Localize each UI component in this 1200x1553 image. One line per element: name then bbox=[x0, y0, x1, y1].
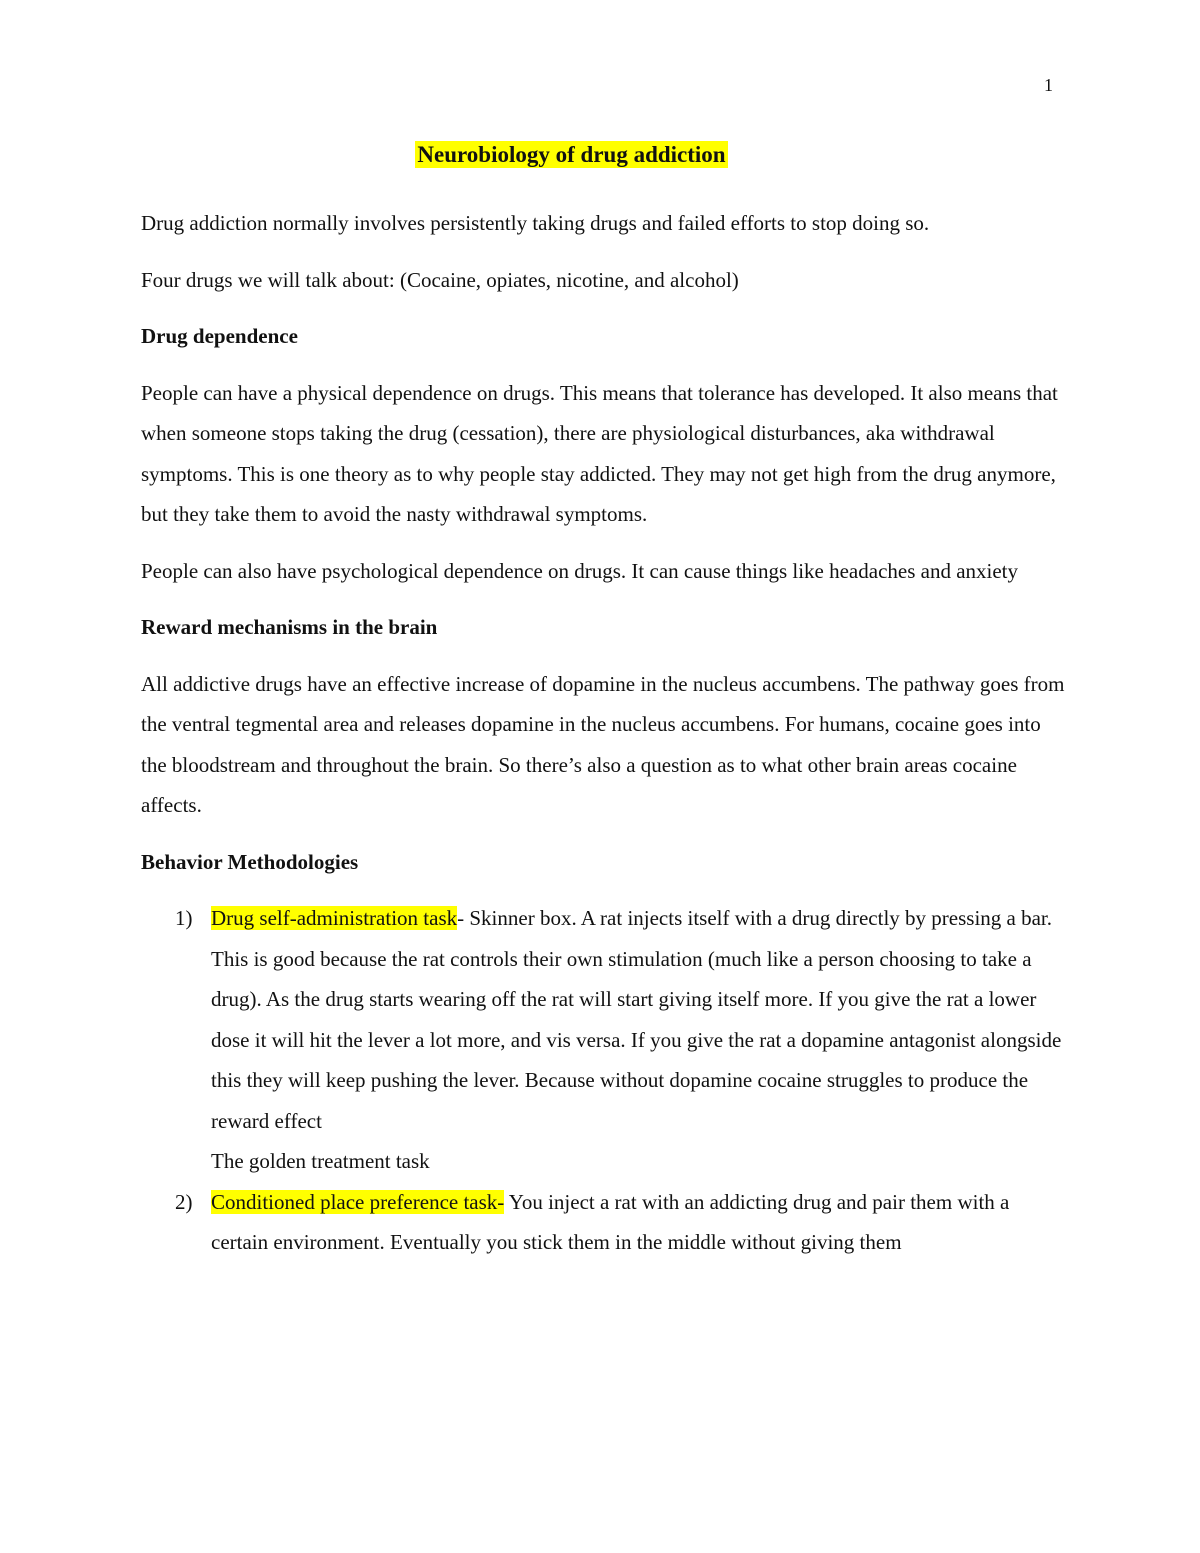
section-heading-reward: Reward mechanisms in the brain bbox=[141, 615, 438, 639]
list-item bbox=[141, 1182, 1066, 1263]
dependence-paragraph-2: People can also have psychological dependence on drugs. It can cause things like headaches and anxiety bbox=[141, 558, 1019, 583]
list-item-number: 2) bbox=[175, 1189, 193, 1214]
list-item-text: - Skinner box. A rat injects itself with a drug directly by pressing a bar. This is good because the rat controls their own stimulation (much like a person choosing to take a drug). As the drug starts wearing off the rat will start giving itself more. If you give the rat a lower dose it will hit the lever a lot more, and vis versa. If you give the rat a dopamine antagonist alongside this they will keep pushing the lever. Because without dopamine cocaine struggles to produce the reward effect bbox=[211, 906, 1062, 1133]
methods-list bbox=[141, 898, 1066, 1263]
list-item-note: The golden treatment task bbox=[211, 1149, 430, 1173]
list-item-number: 1) bbox=[175, 906, 193, 930]
intro-paragraph-2: Four drugs we will talk about: (Cocaine, opiates, nicotine, and alcohol) bbox=[141, 267, 739, 292]
intro-paragraph-1: Drug addiction normally involves persistently taking drugs and failed efforts to stop doing so. bbox=[141, 211, 930, 235]
document-title: Neurobiology of drug addiction bbox=[417, 142, 726, 167]
dependence-paragraph-1: People can have a physical dependence on drugs. This means that tolerance has developed. It also means that when someone stops taking the drug (cessation), there are physiological disturbances, aka withdrawal symptoms. This is one theory as to why people stay addicted. They may not get high from the drug anymore, but they take them to avoid the nasty withdrawal symptoms. bbox=[141, 380, 1058, 526]
section-heading-dependence: Drug dependence bbox=[141, 324, 298, 348]
highlighted-term: Drug self-administration task bbox=[211, 906, 458, 930]
list-item bbox=[141, 898, 1066, 1182]
list-item-text: You inject a rat with an addicting drug and pair them with a certain environment. Eventually you stick them in the middle without giving them bbox=[211, 1189, 1010, 1254]
section-heading-methods: Behavior Methodologies bbox=[141, 849, 359, 874]
highlighted-term: Conditioned place preference task- bbox=[211, 1189, 505, 1214]
page-number: 1 bbox=[1044, 75, 1053, 95]
title-container bbox=[0, 142, 1143, 168]
reward-paragraph-1: All addictive drugs have an effective increase of dopamine in the nucleus accumbens. The pathway goes from the ventral tegmental area and releases dopamine in the nucleus accumbens. For humans, cocaine goes into the bloodstream and throughout the brain. So there’s also a question as to what other brain areas cocaine affects. bbox=[141, 671, 1065, 817]
document-body bbox=[141, 203, 1066, 1263]
